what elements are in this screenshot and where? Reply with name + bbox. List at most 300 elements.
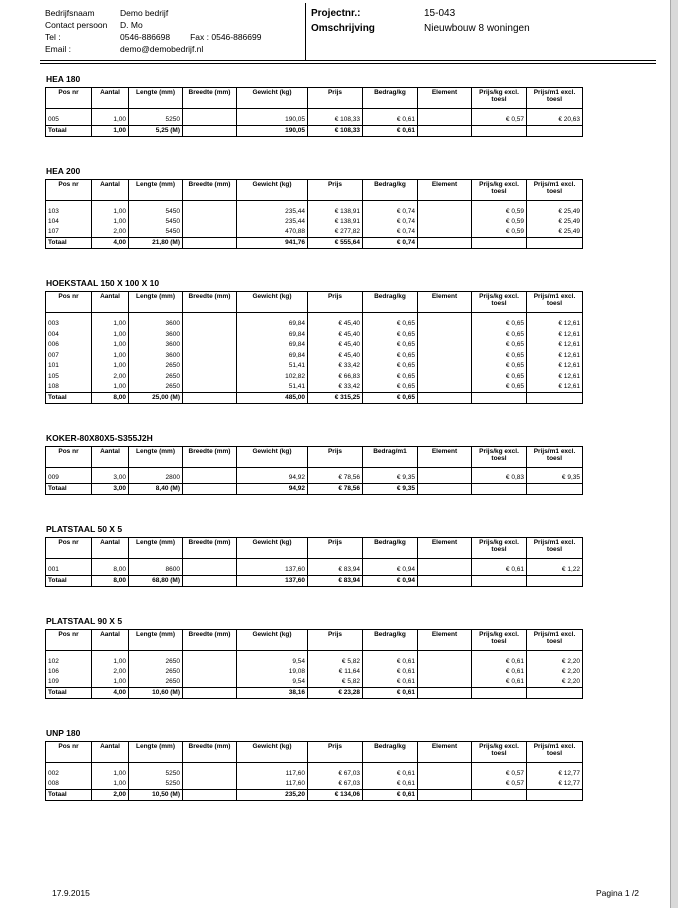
table-row [46,115,583,126]
description-label: Omschrijving [311,23,375,34]
total-cell: 941,76 [237,238,308,249]
table-cell: € 2,20 [527,677,583,688]
column-header: Pos nr [46,88,92,109]
table-cell: 1,00 [92,206,129,217]
table-cell: € 0,65 [363,371,418,382]
table-cell [183,217,237,228]
table-cell: 2650 [129,667,183,678]
column-header: Gewicht (kg) [237,742,308,763]
table-cell: € 0,74 [363,206,418,217]
section-title: UNP 180 [46,728,81,738]
table-cell [183,227,237,238]
total-cell [418,238,472,249]
table-cell: 105 [46,371,92,382]
table-cell: € 45,40 [308,340,363,351]
column-header: Prijs/kg excl. toesl [472,292,527,313]
column-header: Aantal [92,446,129,467]
table-cell: € 67,03 [308,769,363,780]
material-table [45,87,583,137]
table-cell: 69,84 [237,350,308,361]
table-cell [418,473,472,484]
total-cell: € 0,94 [363,575,418,586]
table-cell: 2650 [129,382,183,393]
material-table [45,291,583,404]
table-row [46,319,583,330]
total-cell: 38,16 [237,688,308,699]
table-cell: € 0,59 [472,217,527,228]
total-row [46,790,583,801]
table-cell: 235,44 [237,217,308,228]
table-header-row [46,292,583,313]
column-header: Aantal [92,292,129,313]
table-cell: 5450 [129,206,183,217]
table-cell: 005 [46,115,92,126]
table-cell: € 0,65 [363,319,418,330]
table-cell: 001 [46,565,92,576]
table-cell: € 0,74 [363,227,418,238]
table-cell: 1,00 [92,382,129,393]
table-row [46,565,583,576]
table-cell [418,769,472,780]
project-block [311,6,530,36]
table-cell: € 83,94 [308,565,363,576]
table-cell: € 0,61 [363,115,418,126]
column-header: Element [418,292,472,313]
table-cell: € 0,65 [472,340,527,351]
header-rule [40,60,656,61]
column-header: Prijs [308,179,363,200]
total-cell: 4,00 [92,688,129,699]
total-cell [183,392,237,403]
total-cell: 68,80 (M) [129,575,183,586]
table-cell: € 45,40 [308,329,363,340]
table-cell [418,319,472,330]
table-row [46,340,583,351]
table-row [46,217,583,228]
table-cell [183,361,237,372]
table-cell: 1,00 [92,319,129,330]
table-cell [183,319,237,330]
company-label: Bedrijfsnaam [45,8,95,18]
table-row [46,779,583,790]
document-header [40,3,656,62]
table-cell: 004 [46,329,92,340]
table-cell: 108 [46,382,92,393]
table-cell: 5250 [129,115,183,126]
column-header: Aantal [92,179,129,200]
contact-row [45,19,305,31]
table-cell: € 0,61 [363,769,418,780]
table-cell: € 0,59 [472,227,527,238]
table-row [46,371,583,382]
table-cell: 1,00 [92,769,129,780]
total-row [46,238,583,249]
total-cell [183,688,237,699]
table-cell [183,667,237,678]
total-cell: 2,00 [92,790,129,801]
table-cell: 94,92 [237,473,308,484]
table-cell: 008 [46,779,92,790]
column-header: Bedrag/kg [363,88,418,109]
table-cell: € 11,64 [308,667,363,678]
column-header: Prijs/kg excl. toesl [472,88,527,109]
table-cell: 109 [46,677,92,688]
column-header: Prijs [308,538,363,559]
table-cell: 1,00 [92,677,129,688]
table-cell [418,350,472,361]
description-row [311,21,530,36]
table-cell: € 5,82 [308,656,363,667]
column-header: Aantal [92,88,129,109]
table-cell [418,361,472,372]
section-title: HEA 180 [46,74,81,84]
table-cell: 51,41 [237,361,308,372]
table-cell: € 12,61 [527,340,583,351]
column-header: Bedrag/kg [363,629,418,650]
table-row [46,361,583,372]
section-title: HEA 200 [46,165,81,176]
table-cell: 3600 [129,329,183,340]
column-header: Aantal [92,538,129,559]
table-cell: € 33,42 [308,361,363,372]
table-cell: 69,84 [237,319,308,330]
column-header: Breedte (mm) [183,742,237,763]
column-header: Lengte (mm) [129,538,183,559]
table-cell [183,371,237,382]
column-header: Element [418,742,472,763]
table-cell: 3600 [129,319,183,330]
table-cell: 2650 [129,656,183,667]
table-cell: € 0,61 [363,667,418,678]
total-cell: € 78,56 [308,484,363,495]
table-cell [183,565,237,576]
company-value: Demo bedrijf [120,8,169,18]
table-cell [418,340,472,351]
table-header-row [46,742,583,763]
column-header: Gewicht (kg) [237,446,308,467]
table-cell: 2,00 [92,371,129,382]
table-cell: € 0,65 [472,329,527,340]
column-header: Aantal [92,742,129,763]
table-cell: 103 [46,206,92,217]
table-row [46,667,583,678]
total-cell: € 83,94 [308,575,363,586]
total-cell: € 0,61 [363,125,418,136]
table-cell: 8600 [129,565,183,576]
table-cell: € 9,35 [527,473,583,484]
table-cell [183,779,237,790]
table-cell: 1,00 [92,329,129,340]
print-date: 17.9.2015 [52,888,90,898]
table-cell: € 0,65 [363,350,418,361]
column-header: Prijs/m1 excl. toesl [527,742,583,763]
total-cell: Totaal [46,484,92,495]
table-cell: 007 [46,350,92,361]
project-value: 15-043 [424,8,456,19]
column-header: Prijs/kg excl. toesl [472,446,527,467]
column-header: Lengte (mm) [129,292,183,313]
table-cell: € 0,57 [472,769,527,780]
table-cell: € 12,61 [527,371,583,382]
table-row [46,206,583,217]
column-header: Element [418,88,472,109]
column-header: Pos nr [46,179,92,200]
column-header: Pos nr [46,538,92,559]
column-header: Prijs/m1 excl. toesl [527,538,583,559]
table-row [46,677,583,688]
column-header: Prijs/m1 excl. toesl [527,629,583,650]
total-cell: Totaal [46,392,92,403]
column-header: Prijs/kg excl. toesl [472,742,527,763]
table-cell: 1,00 [92,656,129,667]
total-row [46,688,583,699]
contact-block [45,7,305,55]
fax-value: Fax : 0546-886699 [190,32,262,42]
column-header: Element [418,629,472,650]
total-cell: € 9,35 [363,484,418,495]
table-cell: € 25,49 [527,217,583,228]
table-cell: € 2,20 [527,656,583,667]
column-header: Bedrag/kg [363,179,418,200]
table-cell: € 12,61 [527,361,583,372]
total-cell [418,688,472,699]
material-table [45,446,583,496]
table-cell: € 0,65 [472,319,527,330]
table-cell: € 0,65 [472,361,527,372]
total-cell [183,125,237,136]
column-header: Lengte (mm) [129,629,183,650]
total-cell [527,575,583,586]
table-cell: € 66,83 [308,371,363,382]
total-cell [527,125,583,136]
table-cell [418,329,472,340]
table-cell: 69,84 [237,329,308,340]
total-cell: 21,80 (M) [129,238,183,249]
column-header: Prijs/m1 excl. toesl [527,292,583,313]
contact-value: D. Mo [120,20,143,30]
table-cell: € 9,35 [363,473,418,484]
table-row [46,350,583,361]
table-cell [183,329,237,340]
table-cell: 002 [46,769,92,780]
total-cell [472,484,527,495]
column-header: Bedrag/kg [363,292,418,313]
page-number: Pagina 1 /2 [596,888,640,898]
table-cell: 2,00 [92,227,129,238]
column-header: Breedte (mm) [183,88,237,109]
table-cell [418,206,472,217]
table-cell: 006 [46,340,92,351]
total-row [46,392,583,403]
table-cell: € 12,61 [527,329,583,340]
table-cell [183,656,237,667]
total-cell: 94,92 [237,484,308,495]
table-cell: € 12,77 [527,769,583,780]
total-cell: € 134,06 [308,790,363,801]
column-header: Lengte (mm) [129,179,183,200]
table-cell: € 108,33 [308,115,363,126]
total-cell: 485,00 [237,392,308,403]
total-cell [183,575,237,586]
table-cell: € 0,57 [472,115,527,126]
material-section [45,615,585,700]
table-cell [418,382,472,393]
phone-label: Tel : [45,32,61,42]
table-header-row [46,446,583,467]
table-cell: 235,44 [237,206,308,217]
table-cell: 3600 [129,350,183,361]
column-header: Bedrag/kg [363,742,418,763]
column-header: Element [418,446,472,467]
table-cell: € 0,61 [472,656,527,667]
email-label: Email : [45,44,71,54]
total-cell: 235,20 [237,790,308,801]
total-cell [527,238,583,249]
table-cell: 69,84 [237,340,308,351]
table-cell: 2800 [129,473,183,484]
material-table [45,741,583,801]
table-cell: € 12,77 [527,779,583,790]
total-cell [527,688,583,699]
table-cell [183,115,237,126]
total-cell: 25,00 (M) [129,392,183,403]
column-header: Pos nr [46,742,92,763]
table-cell: 470,88 [237,227,308,238]
column-header: Gewicht (kg) [237,538,308,559]
table-cell: € 0,61 [472,565,527,576]
table-row [46,656,583,667]
total-cell [527,392,583,403]
total-cell [472,392,527,403]
total-cell: € 23,28 [308,688,363,699]
table-cell: € 78,56 [308,473,363,484]
total-cell [418,392,472,403]
column-header: Lengte (mm) [129,88,183,109]
total-cell [472,125,527,136]
total-cell: € 555,64 [308,238,363,249]
table-cell [418,217,472,228]
table-cell: 101 [46,361,92,372]
table-cell: 9,54 [237,677,308,688]
header-rule-double [40,63,656,64]
column-header: Prijs/m1 excl. toesl [527,88,583,109]
total-cell [418,790,472,801]
table-cell: € 20,63 [527,115,583,126]
table-row [46,329,583,340]
table-cell: 117,60 [237,779,308,790]
table-cell: € 0,65 [363,382,418,393]
material-section [45,727,585,801]
table-cell: 102,82 [237,371,308,382]
table-cell: 1,00 [92,217,129,228]
table-cell: 1,00 [92,779,129,790]
table-cell: 3,00 [92,473,129,484]
phone-row [45,31,305,43]
material-section [45,165,585,250]
table-cell: € 0,65 [363,340,418,351]
column-header: Pos nr [46,446,92,467]
table-cell: € 2,20 [527,667,583,678]
table-cell: € 45,40 [308,350,363,361]
table-cell: € 0,65 [472,350,527,361]
table-row [46,473,583,484]
table-cell: € 5,82 [308,677,363,688]
project-row [311,6,530,21]
column-header: Breedte (mm) [183,538,237,559]
table-header-row [46,88,583,109]
table-cell: € 25,49 [527,206,583,217]
table-cell [183,769,237,780]
table-cell: € 0,74 [363,217,418,228]
column-header: Prijs/kg excl. toesl [472,179,527,200]
material-sections [45,73,585,829]
phone-value: 0546-886698 [120,32,171,42]
table-cell: € 67,03 [308,779,363,790]
column-header: Prijs/m1 excl. toesl [527,179,583,200]
table-cell: € 0,61 [472,677,527,688]
table-cell: € 0,59 [472,206,527,217]
total-cell [418,575,472,586]
table-cell: 1,00 [92,350,129,361]
column-header: Breedte (mm) [183,179,237,200]
table-cell: 102 [46,656,92,667]
table-cell: € 0,61 [363,779,418,790]
table-cell: 3600 [129,340,183,351]
table-cell: 137,60 [237,565,308,576]
table-cell: 5250 [129,769,183,780]
material-table [45,629,583,700]
total-cell [472,790,527,801]
table-cell: € 33,42 [308,382,363,393]
contact-label: Contact persoon [45,20,108,30]
total-cell: € 315,25 [308,392,363,403]
total-cell: 1,00 [92,125,129,136]
table-row [46,227,583,238]
total-cell: 5,25 (M) [129,125,183,136]
total-cell [527,790,583,801]
table-cell [418,565,472,576]
table-cell: € 0,61 [363,677,418,688]
column-header: Prijs/m1 excl. toesl [527,446,583,467]
email-row [45,43,305,55]
total-cell: 10,60 (M) [129,688,183,699]
total-cell: 4,00 [92,238,129,249]
column-header: Prijs [308,88,363,109]
column-header: Pos nr [46,629,92,650]
column-header: Prijs [308,742,363,763]
total-cell [418,484,472,495]
table-cell: 5250 [129,779,183,790]
column-header: Aantal [92,629,129,650]
table-header-row [46,179,583,200]
table-cell: € 0,65 [472,371,527,382]
table-cell: 117,60 [237,769,308,780]
table-cell [418,227,472,238]
total-row [46,125,583,136]
table-cell: € 277,82 [308,227,363,238]
section-title: PLATSTAAL 90 X 5 [46,615,123,626]
table-cell: 5450 [129,217,183,228]
table-cell [418,677,472,688]
table-cell: € 0,65 [363,361,418,372]
table-cell: 2650 [129,677,183,688]
column-header: Breedte (mm) [183,292,237,313]
column-header: Prijs [308,292,363,313]
project-label: Projectnr.: [311,8,361,19]
table-row [46,382,583,393]
material-section [45,73,585,137]
total-cell [472,575,527,586]
